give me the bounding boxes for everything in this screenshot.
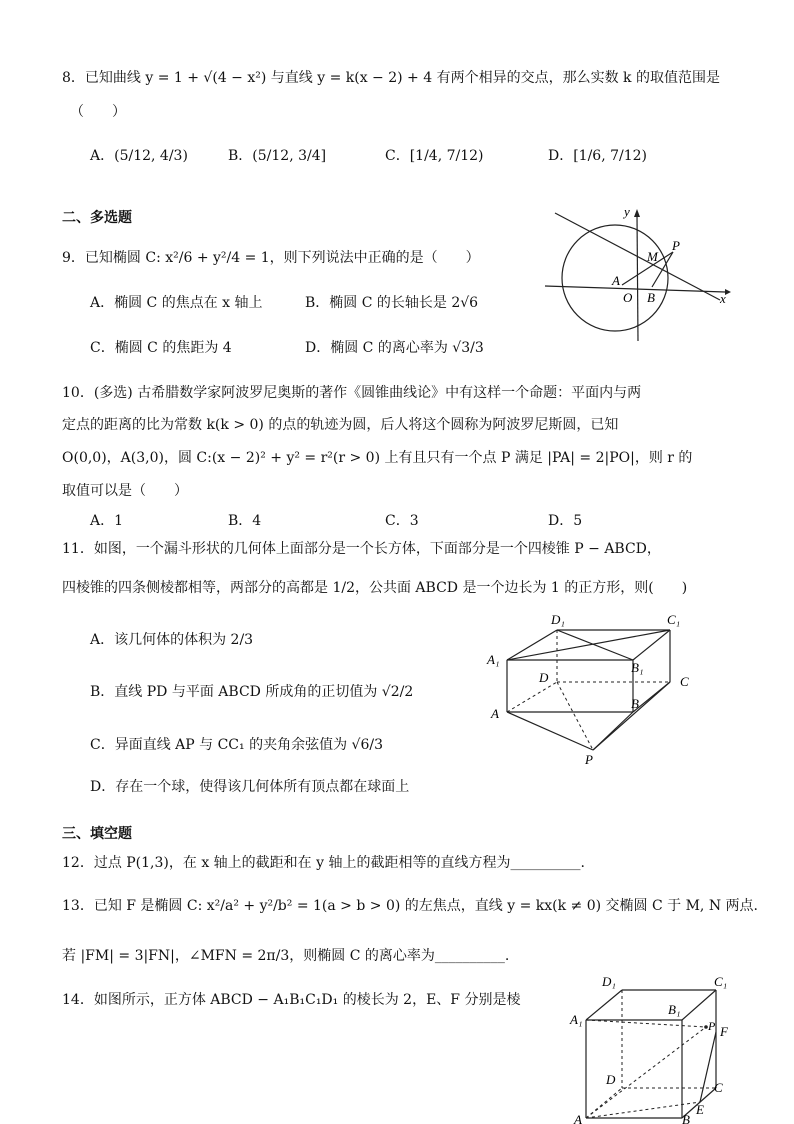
- q9-option-b: B．椭圆 C 的长轴长是 2√6: [305, 295, 479, 311]
- figure-cube: [570, 972, 740, 1124]
- fig11-label-a1: A₁: [487, 652, 500, 667]
- q10-line-4: 取值可以是（ ）: [62, 483, 188, 499]
- q11-option-b: B．直线 PD 与平面 ABCD 所成角的正切值为 √2/2: [90, 684, 414, 700]
- q10-option-a: A．1: [90, 513, 124, 529]
- figure-funnel-solid: [485, 612, 695, 770]
- q10-option-b: B．4: [228, 513, 262, 529]
- fig9-label-b: B: [647, 290, 655, 305]
- section-title-multiple-choice: 二、多选题: [62, 210, 132, 226]
- q10-line-1: 10．(多选) 古希腊数学家阿波罗尼奥斯的著作《圆锥曲线论》中有这样一个命题：平面内与两: [62, 385, 642, 401]
- fig14-label-c1: C₁: [714, 974, 728, 989]
- figure-circle-coordinate: [540, 205, 740, 345]
- fig11-label-d: D: [539, 670, 549, 685]
- q11-option-c: C．异面直线 AP 与 CC₁ 的夹角余弦值为 √6/3: [90, 737, 383, 753]
- q10-option-c: C．3: [385, 513, 419, 529]
- q11-option-a: A．该几何体的体积为 2/3: [90, 632, 254, 648]
- section-title-fill-in: 三、填空题: [62, 826, 132, 842]
- q8-option-c: C．[1/4, 7/12): [385, 148, 484, 164]
- q9-option-d: D．椭圆 C 的离心率为 √3/3: [305, 340, 484, 356]
- fig14-label-p: P: [708, 1019, 716, 1033]
- q12-stem: 12．过点 P(1,3)，在 x 轴上的截距和在 y 轴上的截距相等的直线方程为__________.: [62, 855, 585, 871]
- fig11-label-b: B: [631, 696, 639, 711]
- fig9-label-y: y: [624, 204, 630, 219]
- q11-line-2: 四棱锥的四条侧棱都相等，两部分的高都是 1/2，公共面 ABCD 是一个边长为 1 的正方形，则( ): [62, 580, 688, 596]
- fig9-label-p: P: [672, 238, 680, 253]
- fig14-label-e: E: [696, 1102, 704, 1117]
- fig14-label-b: B: [682, 1112, 690, 1124]
- q9-stem: 9．已知椭圆 C: x²/6 + y²/4 = 1，则下列说法中正确的是（ ）: [62, 250, 480, 266]
- fig11-label-a: A: [491, 706, 499, 721]
- fig11-label-c: C: [680, 674, 689, 689]
- fig14-label-c: C: [714, 1080, 723, 1095]
- q13-line-1: 13．已知 F 是椭圆 C: x²/a² + y²/b² = 1(a > b > 0) 的左焦点，直线 y = kx(k ≠ 0) 交椭圆 C 于 M, N 两点.: [62, 898, 758, 914]
- q8-stem: 8．已知曲线 y = 1 + √(4 − x²) 与直线 y = k(x − 2) + 4 有两个相异的交点，那么实数 k 的取值范围是: [62, 70, 720, 86]
- fig14-label-b1: B₁: [668, 1002, 681, 1017]
- q10-option-d: D．5: [548, 513, 583, 529]
- fig9-label-o: O: [623, 290, 633, 305]
- q11-line-1: 11．如图，一个漏斗形状的几何体上面部分是一个长方体，下面部分是一个四棱锥 P − ABCD，: [62, 541, 661, 557]
- fig14-label-d1: D₁: [602, 974, 616, 989]
- q11-option-d: D．存在一个球，使得该几何体所有顶点都在球面上: [90, 779, 410, 795]
- fig14-label-f: F: [720, 1024, 728, 1039]
- q9-option-a: A．椭圆 C 的焦点在 x 轴上: [90, 295, 263, 311]
- q10-line-2: 定点的距离的比为常数 k(k > 0) 的点的轨迹为圆，后人将这个圆称为阿波罗尼斯圆，已知: [62, 417, 619, 433]
- fig11-label-p: P: [585, 752, 593, 767]
- fig14-label-a: A: [574, 1112, 582, 1124]
- fig11-label-c1: C₁: [667, 612, 681, 627]
- fig9-label-x: x: [720, 291, 726, 306]
- q8-answer-paren: （ ）: [70, 104, 126, 120]
- fig11-label-d1: D₁: [551, 612, 565, 627]
- q14-line-1: 14．如图所示，正方体 ABCD − A₁B₁C₁D₁ 的棱长为 2，E、F 分别是棱: [62, 992, 521, 1008]
- q9-option-c: C．椭圆 C 的焦距为 4: [90, 340, 232, 356]
- fig9-label-m: M: [647, 249, 658, 264]
- q8-option-a: A．(5/12, 4/3): [90, 148, 188, 164]
- q8-option-d: D．[1/6, 7/12): [548, 148, 648, 164]
- fig14-label-d: D: [606, 1072, 616, 1087]
- q8-option-b: B．(5/12, 3/4]: [228, 148, 327, 164]
- fig14-label-a1: A₁: [570, 1012, 583, 1027]
- q13-line-2: 若 |FM| = 3|FN|，∠MFN = 2π/3，则椭圆 C 的离心率为__________.: [62, 948, 510, 964]
- fig9-label-a: A: [612, 273, 620, 288]
- fig11-label-b1: B₁: [631, 660, 644, 675]
- q10-line-3: O(0,0)，A(3,0)，圆 C:(x − 2)² + y² = r²(r > 0) 上有且只有一个点 P 满足 |PA| = 2|PO|，则 r 的: [62, 450, 693, 466]
